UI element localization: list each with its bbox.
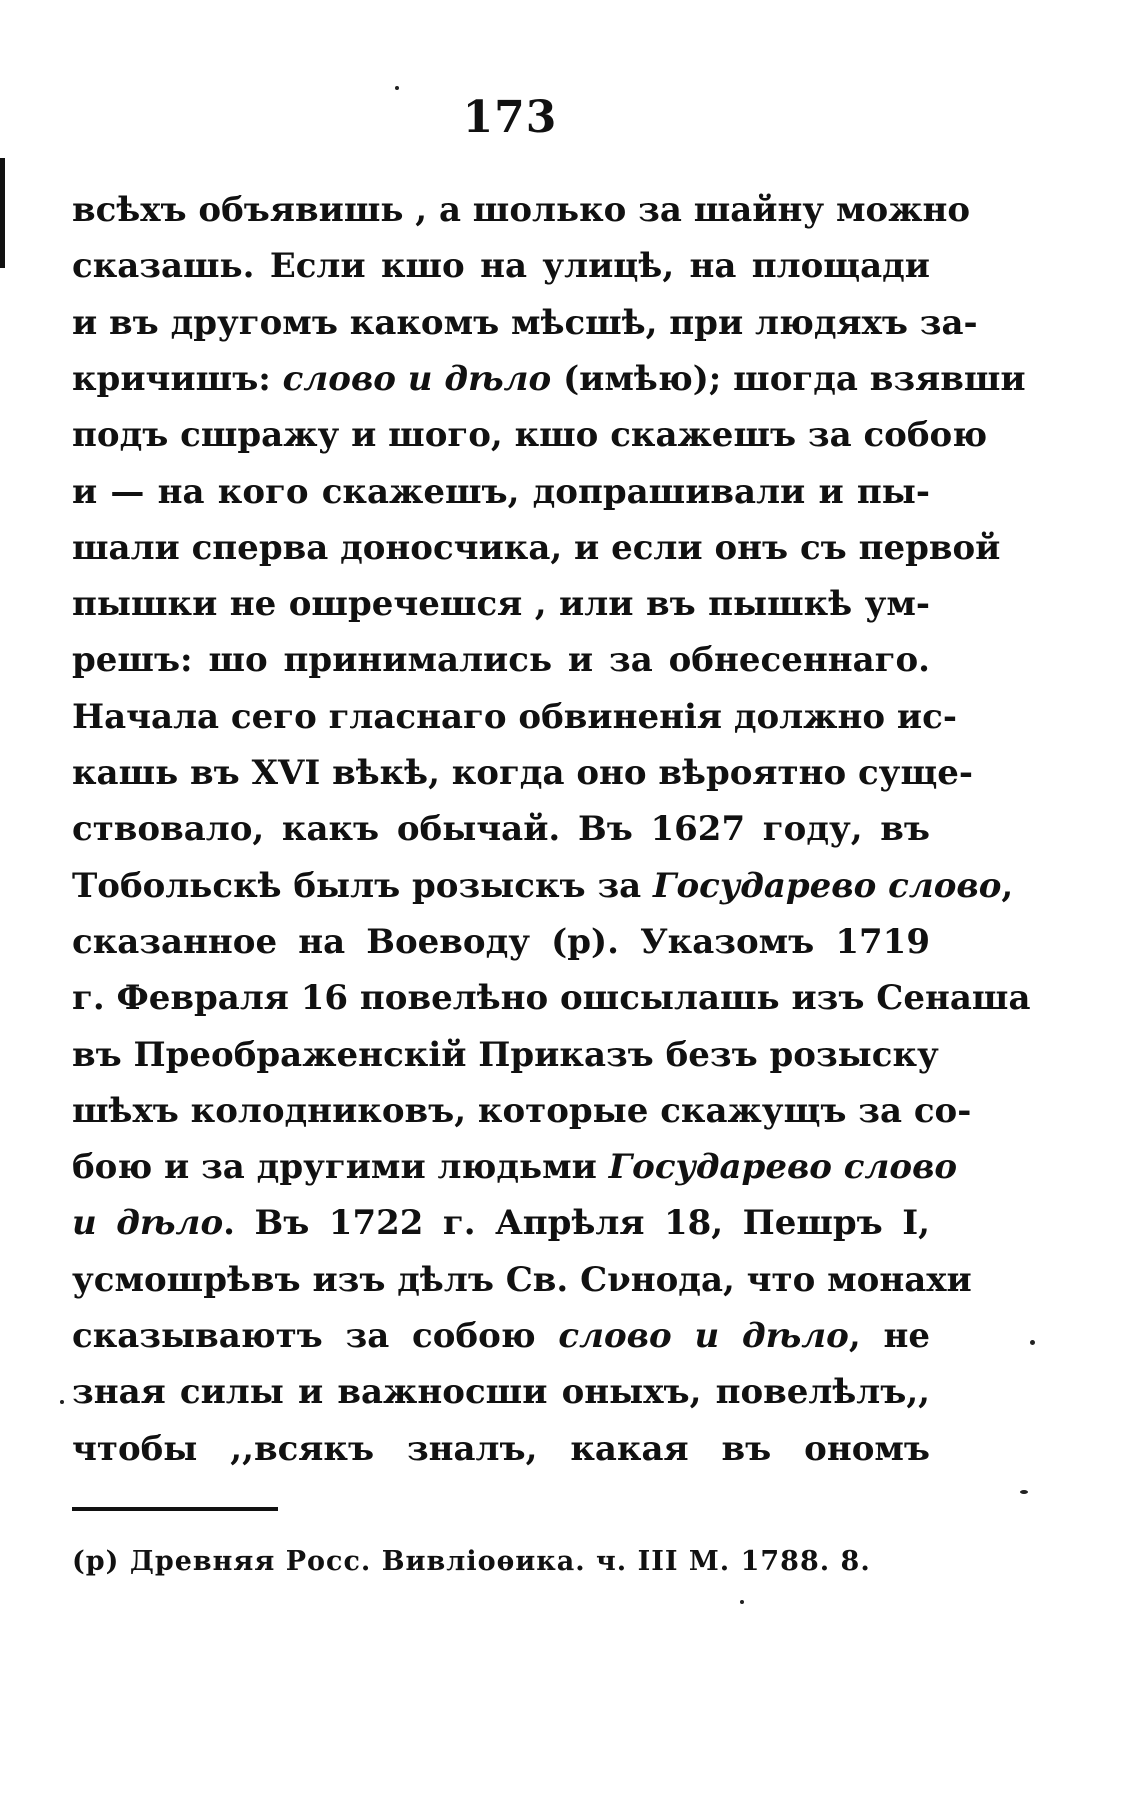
text-run: усмошрѣвъ изъ дѣлъ Св. Сνнода, что монахи [72,1260,972,1300]
text-run: . Въ 1722 г. Апрѣля 18, Пешръ I, [223,1203,930,1243]
text-run: (имѣю); шогда взявши [551,359,1026,399]
text-line [72,520,1001,577]
text-line [72,576,930,633]
text-run: подъ сшражу и шого, кшо скажешъ за собою [72,415,988,455]
text-line [72,295,978,352]
text-run: г. Февраля 16 повелѣно ошсылашь изъ Сенаша [72,978,1031,1018]
italic-run: слово и дѣло [558,1316,849,1356]
scan-speck [1030,1340,1035,1345]
scan-speck [740,1600,744,1604]
text-line [72,1195,930,1252]
text-line [72,1421,930,1478]
italic-run: и дѣло [72,1203,224,1243]
text-line [72,1139,958,1196]
text-run: шали сперва доносчика, и если онъ съ первой [72,528,1001,568]
text-run: Тобольскѣ былъ розыскъ за [72,866,654,906]
text-run: сказываютъ за собою [72,1316,559,1356]
italic-run: слово и дѣло [282,359,552,399]
text-run: , [1001,866,1014,906]
text-line [72,1083,972,1140]
text-run: въ Преображенскій Приказъ безъ розыску [72,1035,939,1075]
text-run: Начала сего гласнаго обвиненія должно ис- [72,697,957,737]
text-line [72,745,973,802]
text-line [72,182,971,239]
text-run: решъ: шо принимались и за обнесеннаго. [72,640,930,680]
text-line [72,407,988,464]
footnote-rule [72,1507,278,1511]
text-run: зная силы и важносши оныхъ, повелѣлъ,, [72,1372,930,1412]
text-run: шѣхъ колодниковъ, которые скажущъ за со- [72,1091,972,1131]
text-line [72,1252,972,1309]
scan-speck [1020,1490,1028,1494]
text-run: кашь въ XVI вѣкѣ, когда оно вѣроятно суще- [72,753,973,793]
text-line [72,632,930,689]
text-line [72,858,1014,915]
text-run: кричишъ: [72,359,283,399]
text-run: , не [848,1316,930,1356]
text-run: и — на кого скажешъ, допрашивали и пы- [72,472,930,512]
scan-speck [60,1400,64,1404]
text-run: и въ другомъ какомъ мѣсшѣ, при людяхъ за- [72,303,978,343]
text-line [72,689,957,746]
page-number: 173 [462,92,558,143]
text-run: пышки не ошречешся , или въ пышкѣ ум- [72,584,930,624]
italic-run: Государево слово [653,866,1002,906]
italic-run: Государево слово [608,1147,958,1187]
text-run: чтобы ,,всякъ зналъ, какая въ ономъ [72,1429,930,1469]
text-line [72,801,930,858]
text-run: ствовало, какъ обычай. Въ 1627 году, въ [72,809,930,849]
text-line [72,970,1031,1027]
text-line [72,1308,930,1365]
text-line [72,1027,939,1084]
scan-speck [395,86,399,90]
text-run: сказанное на Воеводу (р). Указомъ 1719 [72,922,930,962]
text-line [72,464,930,521]
text-run: всѣхъ объявишь , а шолько за шайну можно [72,190,971,230]
text-line [72,351,1026,408]
footnote: (р) Древняя Росс. Вивліоѳика. ч. III М. 1788. 8. [72,1546,871,1577]
text-line [72,238,930,295]
text-line [72,1364,930,1421]
margin-scan-mark [0,158,5,268]
text-line [72,914,930,971]
text-run: бою и за другими людьми [72,1147,609,1187]
text-run: сказашь. Если кшо на улицѣ, на площади [72,246,930,286]
